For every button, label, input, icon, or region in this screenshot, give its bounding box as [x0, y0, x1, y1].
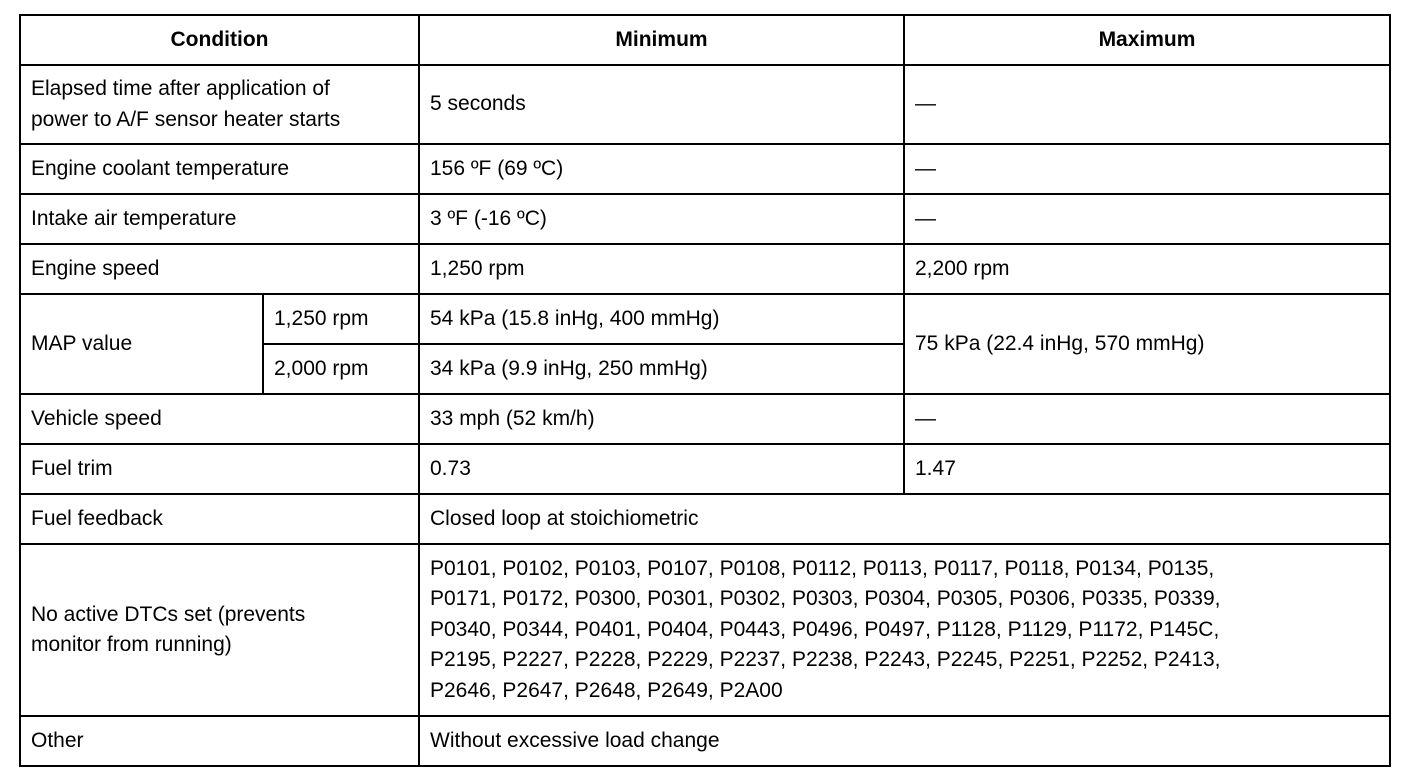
- condition-cell: Other: [20, 716, 419, 766]
- row-map-value-1250: [20, 294, 1390, 344]
- header-minimum: Minimum: [419, 15, 904, 65]
- maximum-cell: 2,200 rpm: [904, 244, 1390, 294]
- condition-line: Elapsed time after application of: [31, 77, 330, 100]
- header-row: [20, 15, 1390, 65]
- minimum-cell: 1,250 rpm: [419, 244, 904, 294]
- dtc-list-line: P2195, P2227, P2228, P2229, P2237, P2238, P2243, P2245, P2251, P2252, P2413,: [430, 648, 1221, 672]
- row-other: [20, 716, 1390, 766]
- condition-cell: Intake air temperature: [20, 194, 419, 244]
- condition-cell: [20, 65, 419, 144]
- maximum-cell: —: [904, 144, 1390, 194]
- maximum-cell: —: [904, 394, 1390, 444]
- value-cell: Closed loop at stoichiometric: [419, 494, 1390, 544]
- dtc-list-line: P0101, P0102, P0103, P0107, P0108, P0112, P0113, P0117, P0118, P0134, P0135,: [430, 556, 1215, 580]
- minimum-cell: 0.73: [419, 444, 904, 494]
- row-fuel-trim: [20, 444, 1390, 494]
- row-fuel-feedback: [20, 494, 1390, 544]
- map-sub-condition: 2,000 rpm: [263, 344, 419, 394]
- dtc-list-line: P2646, P2647, P2648, P2649, P2A00: [430, 678, 783, 702]
- row-vehicle-speed: [20, 394, 1390, 444]
- minimum-cell: 54 kPa (15.8 inHg, 400 mmHg): [419, 294, 904, 344]
- condition-cell: Fuel trim: [20, 444, 419, 494]
- condition-cell: Engine coolant temperature: [20, 144, 419, 194]
- maximum-cell: —: [904, 65, 1390, 144]
- condition-line: power to A/F sensor heater starts: [31, 107, 341, 131]
- minimum-cell: 5 seconds: [419, 65, 904, 144]
- minimum-cell: 33 mph (52 km/h): [419, 394, 904, 444]
- dtc-list-cell: [419, 544, 1390, 716]
- conditions-table: [19, 14, 1391, 767]
- condition-line: monitor from running): [31, 633, 232, 656]
- row-elapsed-time: [20, 65, 1390, 144]
- dtc-list-line: P0340, P0344, P0401, P0404, P0443, P0496, P0497, P1128, P1129, P1172, P145C,: [430, 617, 1220, 641]
- header-maximum: Maximum: [904, 15, 1390, 65]
- map-sub-condition: 1,250 rpm: [263, 294, 419, 344]
- minimum-cell: 34 kPa (9.9 inHg, 250 mmHg): [419, 344, 904, 394]
- maximum-cell: —: [904, 194, 1390, 244]
- value-cell: Without excessive load change: [419, 716, 1390, 766]
- row-coolant-temperature: [20, 144, 1390, 194]
- header-condition: Condition: [20, 15, 419, 65]
- minimum-cell: 3 ºF (-16 ºC): [419, 194, 904, 244]
- dtc-list-line: P0171, P0172, P0300, P0301, P0302, P0303, P0304, P0305, P0306, P0335, P0339,: [430, 587, 1221, 611]
- row-intake-air-temperature: [20, 194, 1390, 244]
- condition-cell: Vehicle speed: [20, 394, 419, 444]
- condition-line: No active DTCs set (prevents: [31, 602, 306, 626]
- minimum-cell: 156 ºF (69 ºC): [419, 144, 904, 194]
- condition-cell: [20, 544, 419, 716]
- condition-cell: Engine speed: [20, 244, 419, 294]
- condition-cell: MAP value: [20, 294, 263, 394]
- row-engine-speed: [20, 244, 1390, 294]
- maximum-cell: 1.47: [904, 444, 1390, 494]
- condition-cell: Fuel feedback: [20, 494, 419, 544]
- row-no-active-dtcs: [20, 544, 1390, 716]
- maximum-cell: 75 kPa (22.4 inHg, 570 mmHg): [904, 294, 1390, 394]
